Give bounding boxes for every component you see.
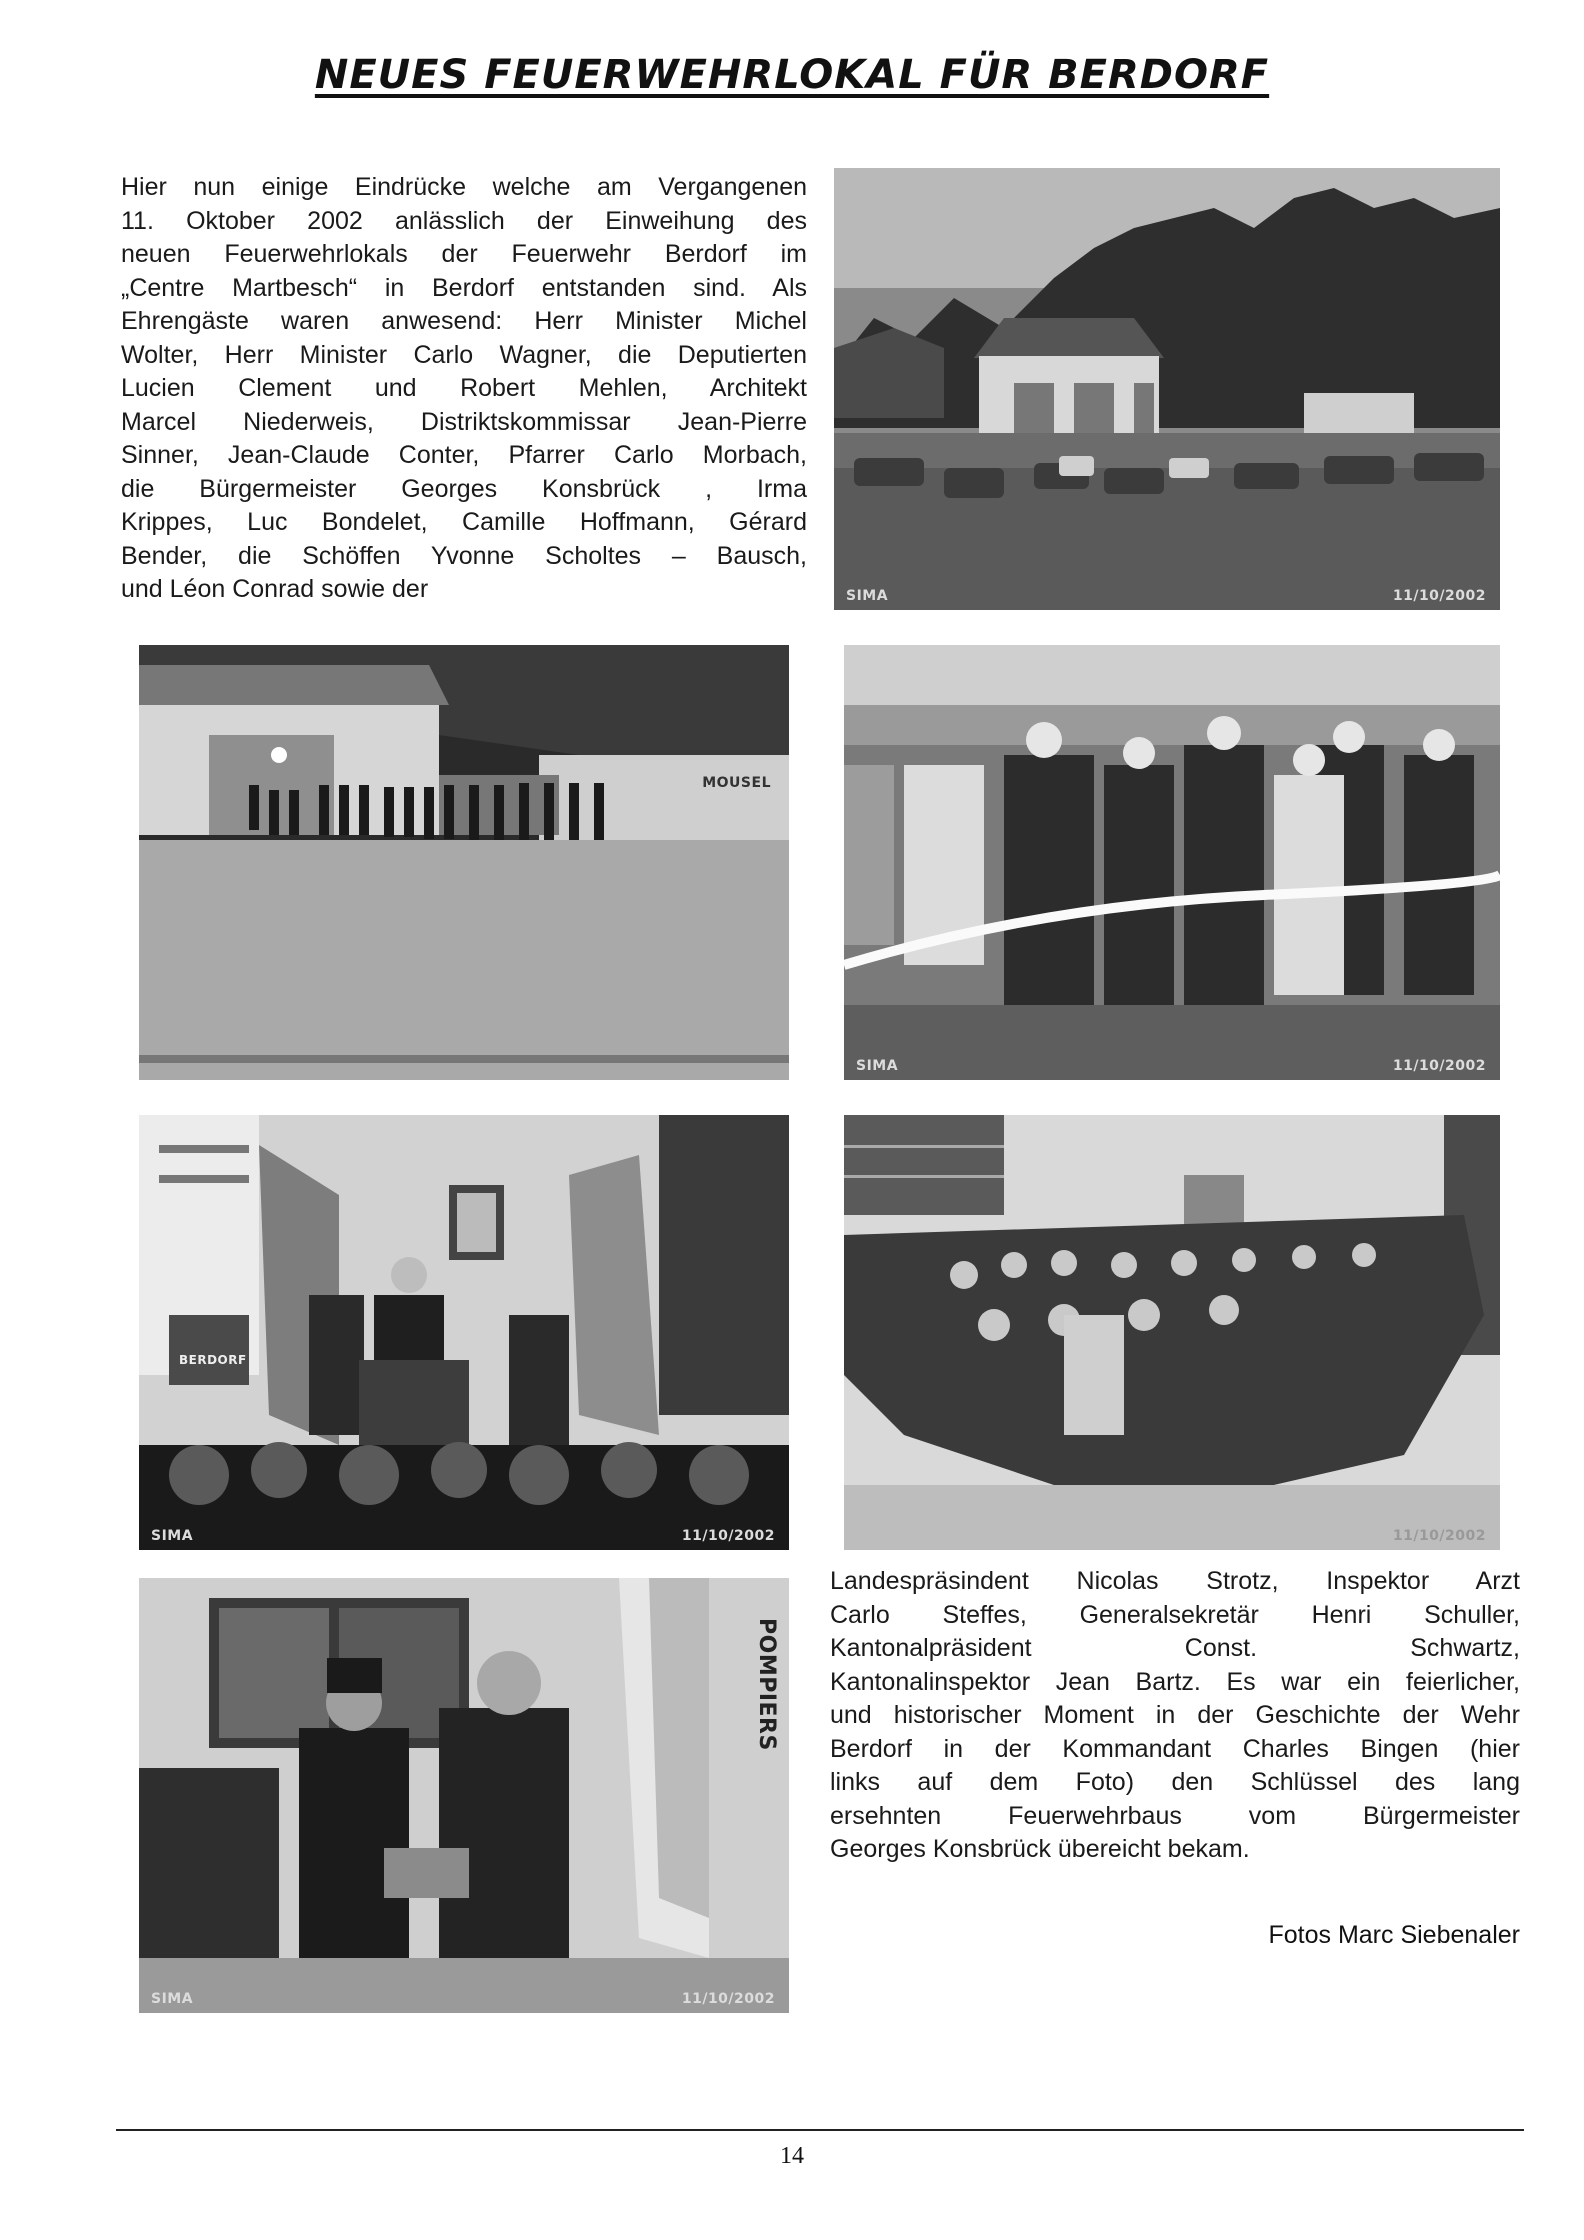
- text-line: Carlo Steffes, Generalsekretär Henri Schuller,: [830, 1600, 1520, 1629]
- photo-key-handover-image: [139, 1578, 789, 2013]
- text-line: die Bürgermeister Georges Konsbrück , Irma: [121, 474, 807, 503]
- text-line: links auf dem Foto) den Schlüssel des lang: [830, 1768, 1520, 1796]
- photo-sign-text: MOUSEL: [702, 775, 771, 791]
- text-line: Kantonalpräsident Const. Schwartz,: [830, 1634, 1520, 1662]
- text-line: neuen Feuerwehrlokals der Feuerwehr Berdorf im: [121, 240, 807, 268]
- photo-sign-text: BERDORF: [179, 1353, 247, 1367]
- photo-audience-seated-image: [844, 1115, 1500, 1550]
- photo-ribbon-cutting: [844, 645, 1500, 1080]
- photo-speaker-podium-image: [139, 1115, 789, 1550]
- text-line: 11. Oktober 2002 anlässlich der Einweihung des: [121, 206, 807, 235]
- photo-stamp-date: 11/10/2002: [1392, 588, 1486, 604]
- text-line: Georges Konsbrück übereicht bekam.: [830, 1835, 1250, 1863]
- text-line: Sinner, Jean-Claude Conter, Pfarrer Carlo Morbach,: [121, 441, 807, 469]
- text-line: Hier nun einige Eindrücke welche am Vergangenen: [121, 173, 807, 201]
- photo-credit: Fotos Marc Siebenaler: [1268, 1921, 1520, 1949]
- text-line: ersehnten Feuerwehrbaus vom Bürgermeister: [830, 1801, 1520, 1830]
- text-line: und historischer Moment in der Geschichte der Wehr: [830, 1701, 1520, 1729]
- text-line: Berdorf in der Kommandant Charles Bingen (hier: [830, 1734, 1520, 1763]
- text-line: Krippes, Luc Bondelet, Camille Hoffmann, Gérard: [121, 508, 807, 536]
- text-line: Ehrengäste waren anwesend: Herr Minister Michel: [121, 307, 807, 335]
- continuation-paragraph: [830, 1565, 1520, 1867]
- text-line: und Léon Conrad sowie der: [121, 575, 429, 603]
- page-number: 14: [780, 2143, 804, 2169]
- photo-stamp-left: SIMA: [856, 1058, 899, 1074]
- text-line: Marcel Niederweis, Distriktskommissar Jean-Pierre: [121, 407, 807, 436]
- text-line: Bender, die Schöffen Yvonne Scholtes – Bausch,: [121, 541, 807, 570]
- text-line: „Centre Martbesch“ in Berdorf entstanden sind. Als: [121, 273, 807, 302]
- photo-firefighters-lineup: [139, 645, 789, 1080]
- footer-divider: [116, 2129, 1524, 2131]
- page-title: NEUES FEUERWEHRLOKAL FÜR BERDORF: [314, 52, 1270, 98]
- photo-building-exterior: [834, 168, 1500, 610]
- photo-stamp-date: 11/10/2002: [681, 1528, 775, 1544]
- photo-ribbon-cutting-image: [844, 645, 1500, 1080]
- intro-paragraph: [121, 171, 807, 607]
- text-line: Wolter, Herr Minister Carlo Wagner, die Deputierten: [121, 340, 807, 369]
- photo-stamp-date: 11/10/2002: [681, 1991, 775, 2007]
- photo-firefighters-lineup-image: [139, 645, 789, 1080]
- photo-stamp-left: SIMA: [846, 588, 889, 604]
- photo-stamp-left: SIMA: [151, 1528, 194, 1544]
- photo-speaker-podium: [139, 1115, 789, 1550]
- photo-stamp-left: SIMA: [151, 1991, 194, 2007]
- photo-banner-text: POMPIERS: [754, 1618, 779, 1751]
- photo-key-handover: [139, 1578, 789, 2013]
- text-line: Landespräsindent Nicolas Strotz, Inspektor Arzt: [830, 1567, 1520, 1595]
- photo-audience-seated: [844, 1115, 1500, 1550]
- photo-stamp-date: 11/10/2002: [1392, 1058, 1486, 1074]
- text-line: Kantonalinspektor Jean Bartz. Es war ein feierlicher,: [830, 1667, 1520, 1696]
- photo-building-exterior-image: [834, 168, 1500, 610]
- text-line: Lucien Clement und Robert Mehlen, Architekt: [121, 374, 807, 402]
- photo-stamp-date: 11/10/2002: [1392, 1528, 1486, 1544]
